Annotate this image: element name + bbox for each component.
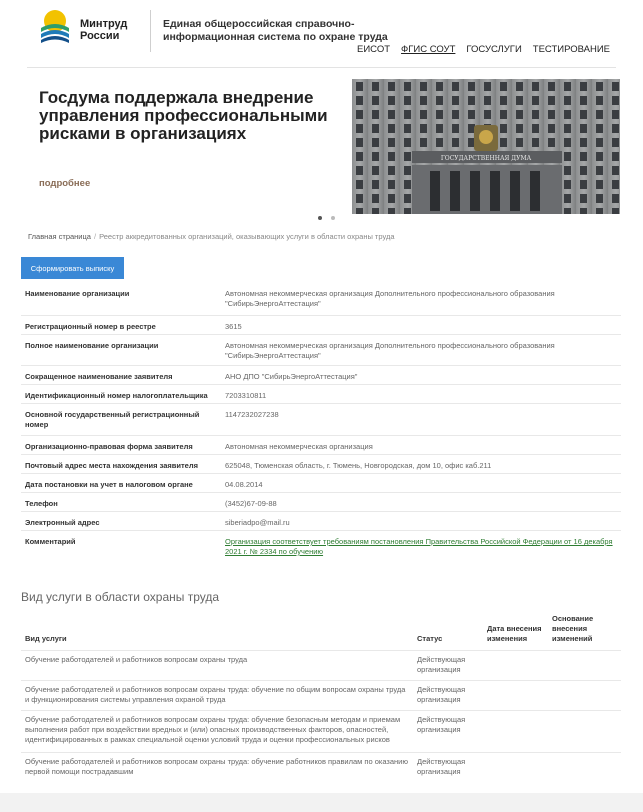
details-value: 1147232027238 — [225, 410, 279, 419]
details-row — [21, 512, 621, 531]
details-label: Полное наименование организации — [25, 341, 159, 350]
details-label: Идентификационный номер налогоплательщика — [25, 391, 208, 400]
breadcrumb — [28, 232, 395, 241]
details-value: АНО ДПО "СибирьЭнергоАттестация" — [225, 372, 358, 381]
service-status: Действующая организация — [417, 715, 466, 734]
service-status: Действующая организация — [417, 655, 466, 674]
details-value: 3615 — [225, 322, 242, 331]
carousel-dot-2[interactable] — [331, 216, 335, 220]
header-rule — [27, 67, 616, 68]
details-label: Телефон — [25, 499, 58, 508]
service-name: Обучение работодателей и работников вопросам охраны труда: обучение по общим вопросам охраны труда и функционирования системы управления охраной труда — [25, 685, 406, 704]
details-value: (3452)67-09-88 — [225, 499, 277, 508]
details-label: Почтовый адрес места нахождения заявителя — [25, 461, 198, 470]
service-change-basis — [548, 681, 621, 710]
mintrud-logo-icon[interactable] — [38, 8, 72, 44]
site-title-line-1: Единая общероссийская справочно- — [163, 18, 355, 30]
top-nav — [357, 44, 610, 55]
details-row — [21, 366, 621, 385]
breadcrumb-home[interactable]: Главная страница — [28, 232, 91, 241]
details-row — [21, 474, 621, 493]
services-table — [21, 608, 621, 781]
services-section-title: Вид услуги в области охраны труда — [21, 590, 220, 604]
carousel-dots — [318, 216, 335, 220]
details-label: Регистрационный номер в реестре — [25, 322, 156, 331]
details-row — [21, 404, 621, 436]
duma-building-image — [352, 79, 620, 214]
details-row — [21, 283, 621, 316]
carousel-dot-1[interactable] — [318, 216, 322, 220]
details-value: 625048, Тюменская область, г. Тюмень, Новгородская, дом 10, офис каб.211 — [225, 461, 492, 470]
site-title — [163, 18, 393, 44]
table-row — [21, 753, 621, 781]
service-name: Обучение работодателей и работников вопросам охраны труда: обучение работников правилам по оказанию первой помощи пострадавшим — [25, 757, 408, 776]
details-label: Сокращенное наименование заявителя — [25, 372, 173, 381]
details-label: Основной государственный регистрационный номер — [25, 410, 200, 429]
details-value — [221, 531, 621, 563]
details-label: Наименование организации — [25, 289, 130, 298]
details-value: Автономная некоммерческая организация — [225, 442, 373, 451]
logo-text — [80, 18, 127, 42]
comment-link[interactable]: Организация соответствует требованиям постановления Правительства Российской Федерации от 16 декабря 2021 г. № 2334 по обучению — [225, 537, 613, 556]
details-row — [21, 436, 621, 455]
hero-image-caption: ГОСУДАРСТВЕННАЯ ДУМА — [440, 155, 532, 162]
breadcrumb-separator: / — [93, 232, 97, 241]
details-row — [21, 316, 621, 335]
nav-eisot[interactable]: ЕИСОТ — [357, 44, 391, 55]
details-row — [21, 335, 621, 366]
service-status: Действующая организация — [417, 685, 466, 704]
details-value: siberiadpo@mail.ru — [225, 518, 290, 527]
services-header-row — [21, 608, 621, 651]
service-change-date — [483, 753, 548, 781]
details-value: 04.08.2014 — [225, 480, 263, 489]
table-row — [21, 681, 621, 711]
nav-gosuslugi[interactable]: ГОСУСЛУГИ — [466, 44, 522, 55]
column-header-service: Вид услуги — [25, 634, 67, 643]
nav-fgis-sout[interactable]: ФГИС СОУТ — [401, 44, 456, 55]
site-title-line-2: информационная система по охране труда — [163, 31, 388, 43]
generate-extract-button[interactable]: Сформировать выписку — [21, 257, 124, 279]
service-change-basis — [548, 711, 621, 752]
details-value: Автономная некоммерческая организация Дополнительного профессионального образования "СибирьЭнергоАттестация" — [225, 341, 555, 360]
details-row — [21, 493, 621, 512]
service-change-basis — [548, 753, 621, 781]
details-label: Комментарий — [25, 537, 76, 546]
organization-details-table — [21, 283, 621, 563]
footer-band — [0, 793, 643, 812]
service-change-date — [483, 651, 548, 680]
service-status: Действующая организация — [417, 757, 466, 776]
service-change-date — [483, 681, 548, 710]
nav-testing[interactable]: ТЕСТИРОВАНИЕ — [532, 44, 610, 55]
hero-more-link[interactable]: подробнее — [39, 178, 91, 189]
details-row — [21, 455, 621, 474]
header-divider — [150, 10, 151, 52]
details-value: Автономная некоммерческая организация Дополнительного профессионального образования "СибирьЭнергоАттестация" — [225, 289, 555, 308]
details-row — [21, 385, 621, 404]
details-value: 7203310811 — [225, 391, 267, 400]
breadcrumb-current: Реестр аккредитованных организаций, оказывающих услуги в области охраны труда — [99, 232, 395, 241]
table-row — [21, 711, 621, 753]
column-header-change-basis: Основание внесения изменений — [552, 614, 594, 643]
details-label: Электронный адрес — [25, 518, 100, 527]
service-change-basis — [548, 651, 621, 680]
table-row — [21, 651, 621, 681]
hero-title: Госдума поддержала внедрение управления профессиональными рисками в организациях — [39, 88, 328, 143]
details-row — [21, 531, 621, 563]
service-name: Обучение работодателей и работников вопросам охраны труда: обучение безопасным методам и приемам выполнения работ при воздействии вредных и (или) опасных производственных факторов, опасностей, идентифицированных в рамках специальной оценки условий труда и оценки профессиональных рисков — [25, 715, 401, 744]
column-header-status: Статус — [417, 634, 443, 643]
details-label: Организационно-правовая форма заявителя — [25, 442, 193, 451]
logo-line-2: России — [80, 30, 120, 42]
details-label: Дата постановки на учет в налоговом органе — [25, 480, 193, 489]
service-name: Обучение работодателей и работников вопросам охраны труда — [25, 655, 248, 664]
site-header — [0, 0, 643, 68]
logo-line-1: Минтруд — [80, 18, 128, 30]
service-change-date — [483, 711, 548, 752]
column-header-change-date: Дата внесения изменения — [487, 624, 542, 643]
